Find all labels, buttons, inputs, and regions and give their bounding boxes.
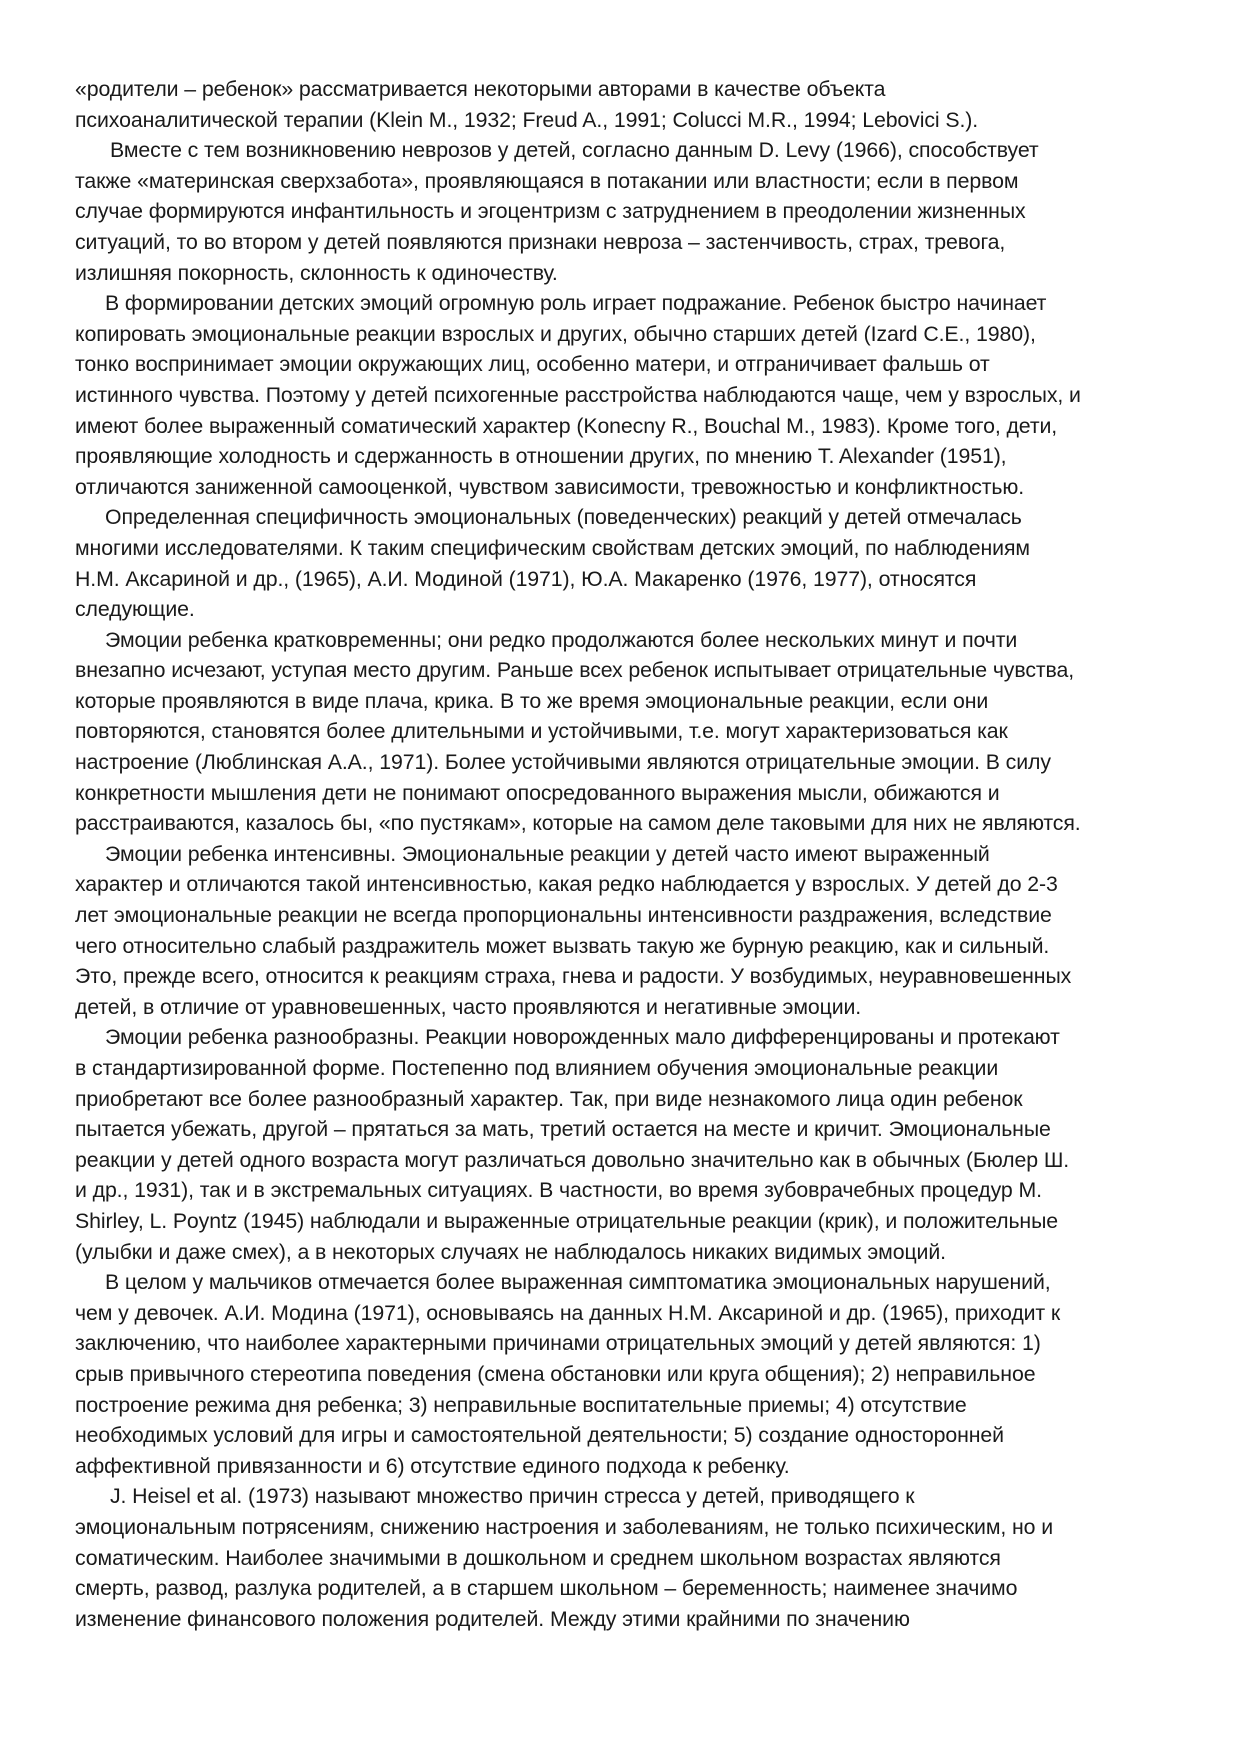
text-line: и др., 1931), так и в экстремальных ситуациях. В частности, во время зубоврачебных процедур M. [75, 1178, 1042, 1203]
paragraph-first-line: В формировании детских эмоций огромную роль играет подражание. Ребенок быстро начинает [105, 291, 1047, 316]
text-line: случае формируются инфантильность и эгоцентризм с затруднением в преодолении жизненных [75, 199, 1026, 224]
text-line: следующие. [75, 597, 195, 622]
text-line: (улыбки и даже смех), а в некоторых случаях не наблюдалось никаких видимых эмоций. [75, 1239, 946, 1264]
text-line: ситуаций, то во втором у детей появляются признаки невроза – застенчивость, страх, тревога, [75, 229, 1006, 254]
text-line: соматическим. Наиболее значимыми в дошкольном и среднем школьном возрастах являются [75, 1545, 1001, 1570]
text-line: тонко воспринимает эмоции окружающих лиц, особенно матери, и отграничивает фальшь от [75, 352, 990, 377]
text-line: «родители – ребенок» рассматривается некоторыми авторами в качестве объекта [75, 77, 886, 101]
text-line: внезапно исчезают, уступая место другим. Раньше всех ребенок испытывает отрицательные чувства, [75, 658, 1075, 683]
text-line: Н.М. Аксариной и др., (1965), А.И. Модиной (1971), Ю.А. Макаренко (1976, 1977), относятся [75, 566, 977, 591]
text-line: Это, прежде всего, относится к реакциям страха, гнева и радости. У возбудимых, неуравновешенных [75, 964, 1072, 989]
text-line: смерть, развод, разлука родителей, а в старшем школьном – беременность; наименее значимо [75, 1576, 1018, 1601]
text-line: построение режима дня ребенка; 3) неправильные воспитательные приемы; 4) отсутствие [75, 1392, 967, 1417]
text-line: лет эмоциональные реакции не всегда пропорциональны интенсивности раздражения, вследствие [75, 903, 1052, 928]
text-line: необходимых условий для игры и самостоятельной деятельности; 5) создание односторонней [75, 1423, 1004, 1448]
text-line: расстраиваются, казалось бы, «по пустякам», которые на самом деле таковыми для них не являются. [75, 811, 1081, 836]
paragraph-first-line: В целом у мальчиков отмечается более выраженная симптоматика эмоциональных нарушений, [105, 1270, 1051, 1295]
text-line: эмоциональным потрясениям, снижению настроения и заболеваниям, не только психическим, но и [75, 1514, 1054, 1539]
text-line: чего относительно слабый раздражитель может вызвать такую же бурную реакцию, как и сильный. [75, 933, 1050, 958]
text-line: истинного чувства. Поэтому у детей психогенные расстройства наблюдаются чаще, чем у взрослых, и [75, 382, 1081, 407]
text-line: срыв привычного стереотипа поведения (смена обстановки или круга общения); 2) неправильное [75, 1361, 1036, 1386]
text-line: отличаются заниженной самооценкой, чувством зависимости, тревожностью и конфликтностью. [75, 474, 1025, 499]
text-line: также «материнская сверхзабота», проявляющаяся в потакании или властности; если в первом [75, 168, 1019, 193]
text-line: приобретают все более разнообразный характер. Так, при виде незнакомого лица один ребенок [75, 1086, 1023, 1111]
paragraph-first-line: Эмоции ребенка разнообразны. Реакции новорожденных мало дифференцированы и протекают [105, 1025, 1060, 1050]
paragraph-first-line: Вместе с тем возникновению неврозов у детей, согласно данным D. Levy (1966), способствует [110, 138, 1039, 163]
document-body [75, 74, 1167, 1634]
text-line: характер и отличаются такой интенсивностью, какая редко наблюдается у взрослых. У детей до 2-3 [75, 872, 1058, 897]
text-line: имеют более выраженный соматический характер (Konecny R., Bouchal M., 1983). Кроме того, дети, [75, 413, 1058, 438]
text-line: повторяются, становятся более длительными и устойчивыми, т.е. могут характеризоваться как [75, 719, 1008, 744]
paragraph-first-line: Определенная специфичность эмоциональных (поведенческих) реакций у детей отмечалась [105, 505, 1022, 530]
text-line: конкретности мышления дети не понимают опосредованного выражения мысли, обижаются и [75, 780, 1000, 805]
paragraph-first-line: Эмоции ребенка интенсивны. Эмоциональные реакции у детей часто имеют выраженный [105, 841, 990, 866]
paragraph-first-line: J. Heisel et al. (1973) называют множество причин стресса у детей, приводящего к [110, 1484, 915, 1509]
text-line: психоаналитической терапии (Klein M., 1932; Freud A., 1991; Colucci M.R., 1994; Lebovici S.). [75, 107, 979, 132]
text-line: аффективной привязанности и 6) отсутствие единого подхода к ребенку. [75, 1453, 790, 1478]
text-line: пытается убежать, другой – прятаться за мать, третий остается на месте и кричит. Эмоциональные [75, 1117, 1051, 1142]
text-line: настроение (Люблинская А.А., 1971). Более устойчивыми являются отрицательные эмоции. В силу [75, 750, 1051, 775]
text-line: в стандартизированной форме. Постепенно под влиянием обучения эмоциональные реакции [75, 1056, 999, 1080]
text-line: чем у девочек. А.И. Модина (1971), основываясь на данных Н.М. Аксариной и др. (1965), приходит к [75, 1300, 1061, 1325]
text-line: копировать эмоциональные реакции взрослых и других, обычно старших детей (Izard C.E., 1980), [75, 321, 1036, 346]
text-line: которые проявляются в виде плача, крика. В то же время эмоциональные реакции, если они [75, 688, 989, 713]
text-line: многими исследователями. К таким специфическим свойствам детских эмоций, по наблюдениям [75, 535, 1030, 560]
text-line: детей, в отличие от уравновешенных, часто проявляются и негативные эмоции. [75, 994, 862, 1019]
text-line: Shirley, L. Poyntz (1945) наблюдали и выраженные отрицательные реакции (крик), и положительные [75, 1208, 1059, 1233]
paragraph-first-line: Эмоции ребенка кратковременны; они редко продолжаются более нескольких минут и почти [105, 627, 1018, 652]
text-line: заключению, что наиболее характерными причинами отрицательных эмоций у детей являются: 1) [75, 1331, 1041, 1356]
text-line: изменение финансового положения родителей. Между этими крайними по значению [75, 1606, 910, 1631]
text-line: излишняя покорность, склонность к одиночеству. [75, 260, 558, 285]
text-line: реакции у детей одного возраста могут различаться довольно значительно как в обычных (Бюлер Ш. [75, 1147, 1070, 1172]
text-line: проявляющие холодность и сдержанность в отношении других, по мнению T. Alexander (1951), [75, 444, 1007, 469]
